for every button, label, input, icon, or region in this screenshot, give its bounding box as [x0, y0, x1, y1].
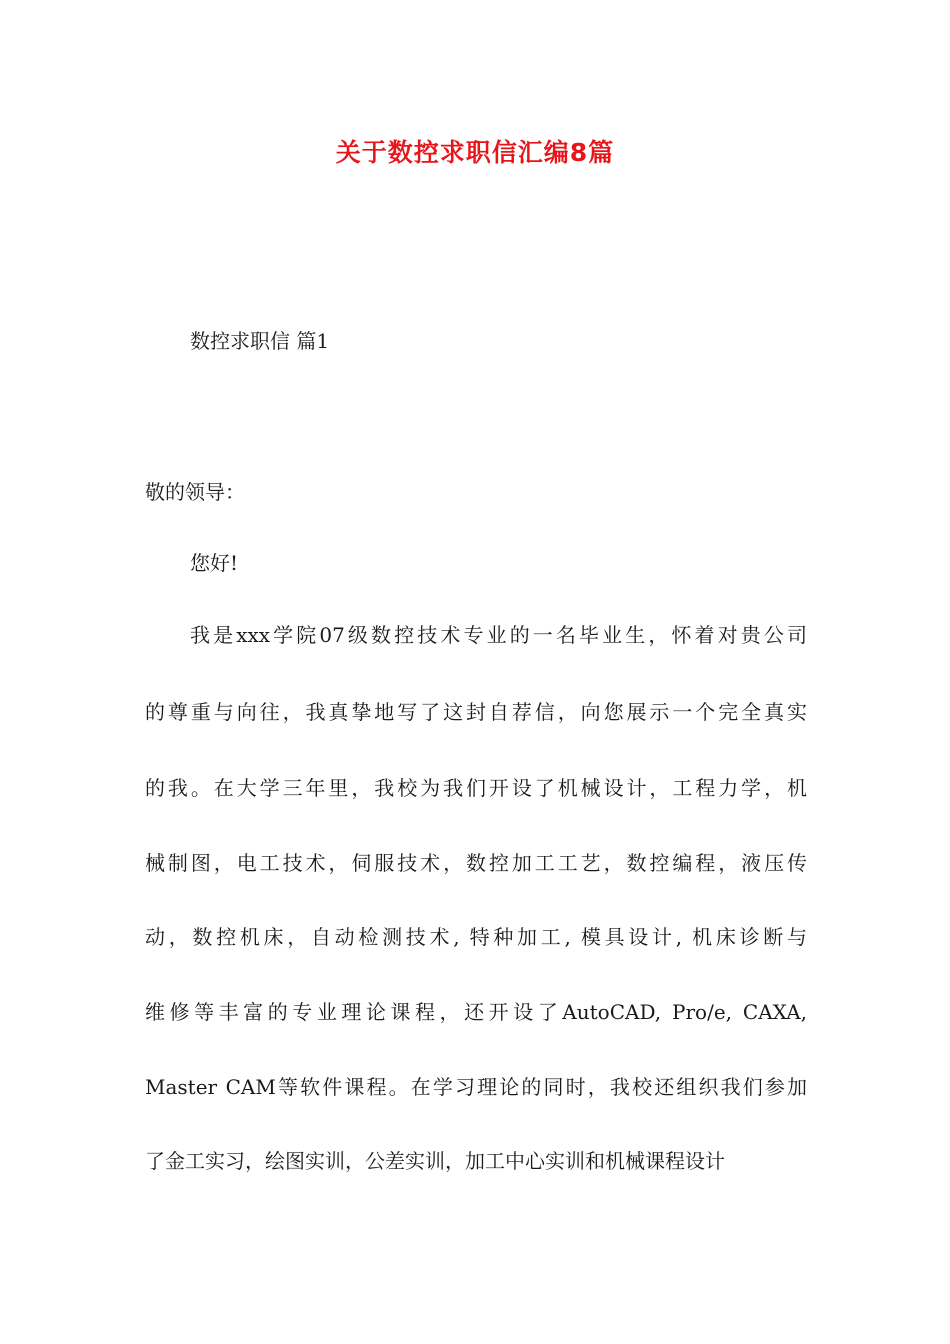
body-line: 了金工实习，绘图实训，公差实训，加工中心实训和机械课程设计 [145, 1149, 725, 1173]
salutation: 敬的领导： [145, 480, 245, 504]
body-line: 械制图，电工技术，伺服技术，数控加工工艺，数控编程，液压传 [145, 851, 807, 875]
body-line: 维修等丰富的专业理论课程，还开设了AutoCAD, Pro/e, CAXA, [145, 1000, 807, 1024]
greeting: 您好! [190, 551, 239, 575]
body-line: 的我。在大学三年里，我校为我们开设了机械设计，工程力学，机 [145, 776, 807, 800]
section-heading: 数控求职信 篇1 [190, 329, 330, 353]
body-line: Master CAM等软件课程。在学习理论的同时，我校还组织我们参加 [145, 1075, 807, 1099]
body-line: 我是xxx学院07级数控技术专业的一名毕业生，怀着对贵公司 [190, 623, 807, 647]
document-title: 关于数控求职信汇编8篇 [335, 138, 615, 167]
body-line: 动，数控机床，自动检测技术, 特种加工, 模具设计, 机床诊断与 [145, 925, 807, 949]
body-line: 的尊重与向往，我真挚地写了这封自荐信，向您展示一个完全真实 [145, 700, 807, 724]
